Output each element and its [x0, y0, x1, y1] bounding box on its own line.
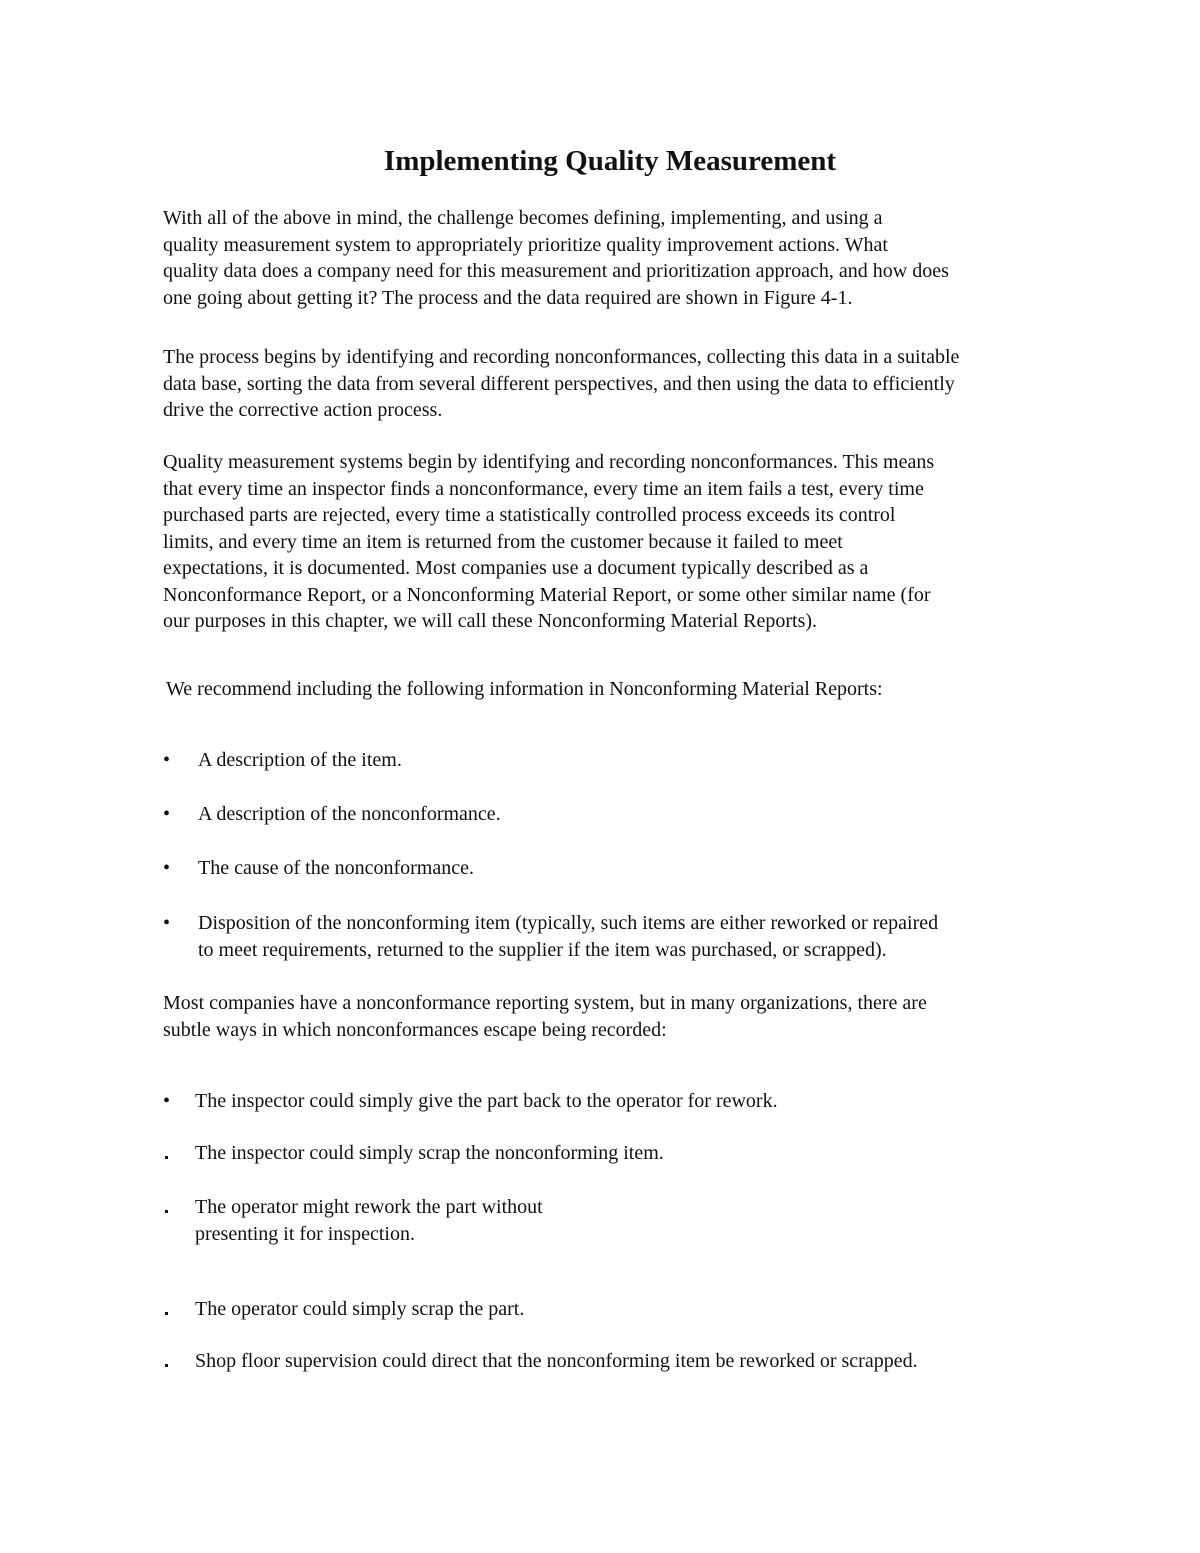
- text-line: quality measurement system to appropriately prioritize quality improvement actions. What: [163, 233, 888, 256]
- bullet-text: A description of the nonconformance.: [198, 803, 501, 825]
- bullet-text: Shop floor supervision could direct that the nonconforming item be reworked or scrapped.: [195, 1350, 918, 1372]
- page-title: Implementing Quality Measurement: [383, 145, 837, 177]
- bullet-text: A description of the item.: [198, 749, 402, 771]
- qms-paragraph: [163, 449, 1063, 635]
- text-line: presenting it for inspection.: [195, 1222, 415, 1245]
- text-line: limits, and every time an item is returned from the customer because it failed to meet: [163, 530, 843, 553]
- escape-paragraph: [163, 990, 1063, 1043]
- bullet-icon: •: [163, 749, 171, 771]
- bullet-icon: •: [163, 1090, 171, 1112]
- text-line: Nonconformance Report, or a Nonconforming Material Report, or some other similar name (for: [163, 583, 931, 606]
- square-bullet-icon: [163, 1194, 183, 1221]
- text-line: subtle ways in which nonconformances escape being recorded:: [163, 1018, 667, 1041]
- square-bullet-icon: [163, 1296, 183, 1323]
- intro-paragraph: [163, 205, 1063, 311]
- process-paragraph: [163, 344, 1063, 424]
- text-line: With all of the above in mind, the challenge becomes defining, implementing, and using a: [163, 207, 883, 229]
- bullet-icon: •: [163, 857, 171, 879]
- bullet-text: The operator could simply scrap the part.: [195, 1298, 525, 1320]
- text-line: The operator might rework the part without: [195, 1196, 543, 1218]
- bullet-text: The inspector could simply scrap the nonconforming item.: [195, 1142, 664, 1164]
- text-line: purchased parts are rejected, every time a statistically controlled process exceeds its control: [163, 504, 896, 526]
- text-line: We recommend including the following information in Nonconforming Material Reports:: [166, 678, 883, 700]
- text-line: our purposes in this chapter, we will call these Nonconforming Material Reports).: [163, 610, 818, 632]
- recommend-paragraph: [166, 676, 1066, 703]
- bullet-icon: •: [163, 912, 171, 934]
- text-line: quality data does a company need for this measurement and prioritization approach, and how does: [163, 260, 949, 282]
- bullet-text: The cause of the nonconformance.: [198, 857, 474, 879]
- text-line: that every time an inspector finds a nonconformance, every time an item fails a test, every time: [163, 477, 924, 500]
- square-bullet-icon: [163, 1140, 183, 1167]
- text-line: drive the corrective action process.: [163, 399, 443, 421]
- text-line: to meet requirements, returned to the supplier if the item was purchased, or scrapped).: [198, 938, 887, 961]
- square-bullet-icon: [163, 1348, 183, 1375]
- text-line: expectations, it is documented. Most companies use a document typically described as a: [163, 557, 869, 579]
- text-line: Disposition of the nonconforming item (typically, such items are either reworked or repaired: [198, 912, 939, 934]
- bullet-text: The inspector could simply give the part back to the operator for rework.: [195, 1090, 778, 1112]
- text-line: Quality measurement systems begin by identifying and recording nonconformances. This means: [163, 451, 935, 473]
- text-line: The process begins by identifying and recording nonconformances, collecting this data in a suitable: [163, 346, 960, 368]
- text-line: one going about getting it? The process and the data required are shown in Figure 4-1.: [163, 286, 853, 309]
- bullet-icon: •: [163, 803, 171, 825]
- bullet-text: [198, 910, 1068, 963]
- text-line: data base, sorting the data from several different perspectives, and then using the data to efficiently: [163, 372, 955, 395]
- bullet-text: [195, 1194, 1065, 1247]
- text-line: Most companies have a nonconformance reporting system, but in many organizations, there are: [163, 992, 927, 1014]
